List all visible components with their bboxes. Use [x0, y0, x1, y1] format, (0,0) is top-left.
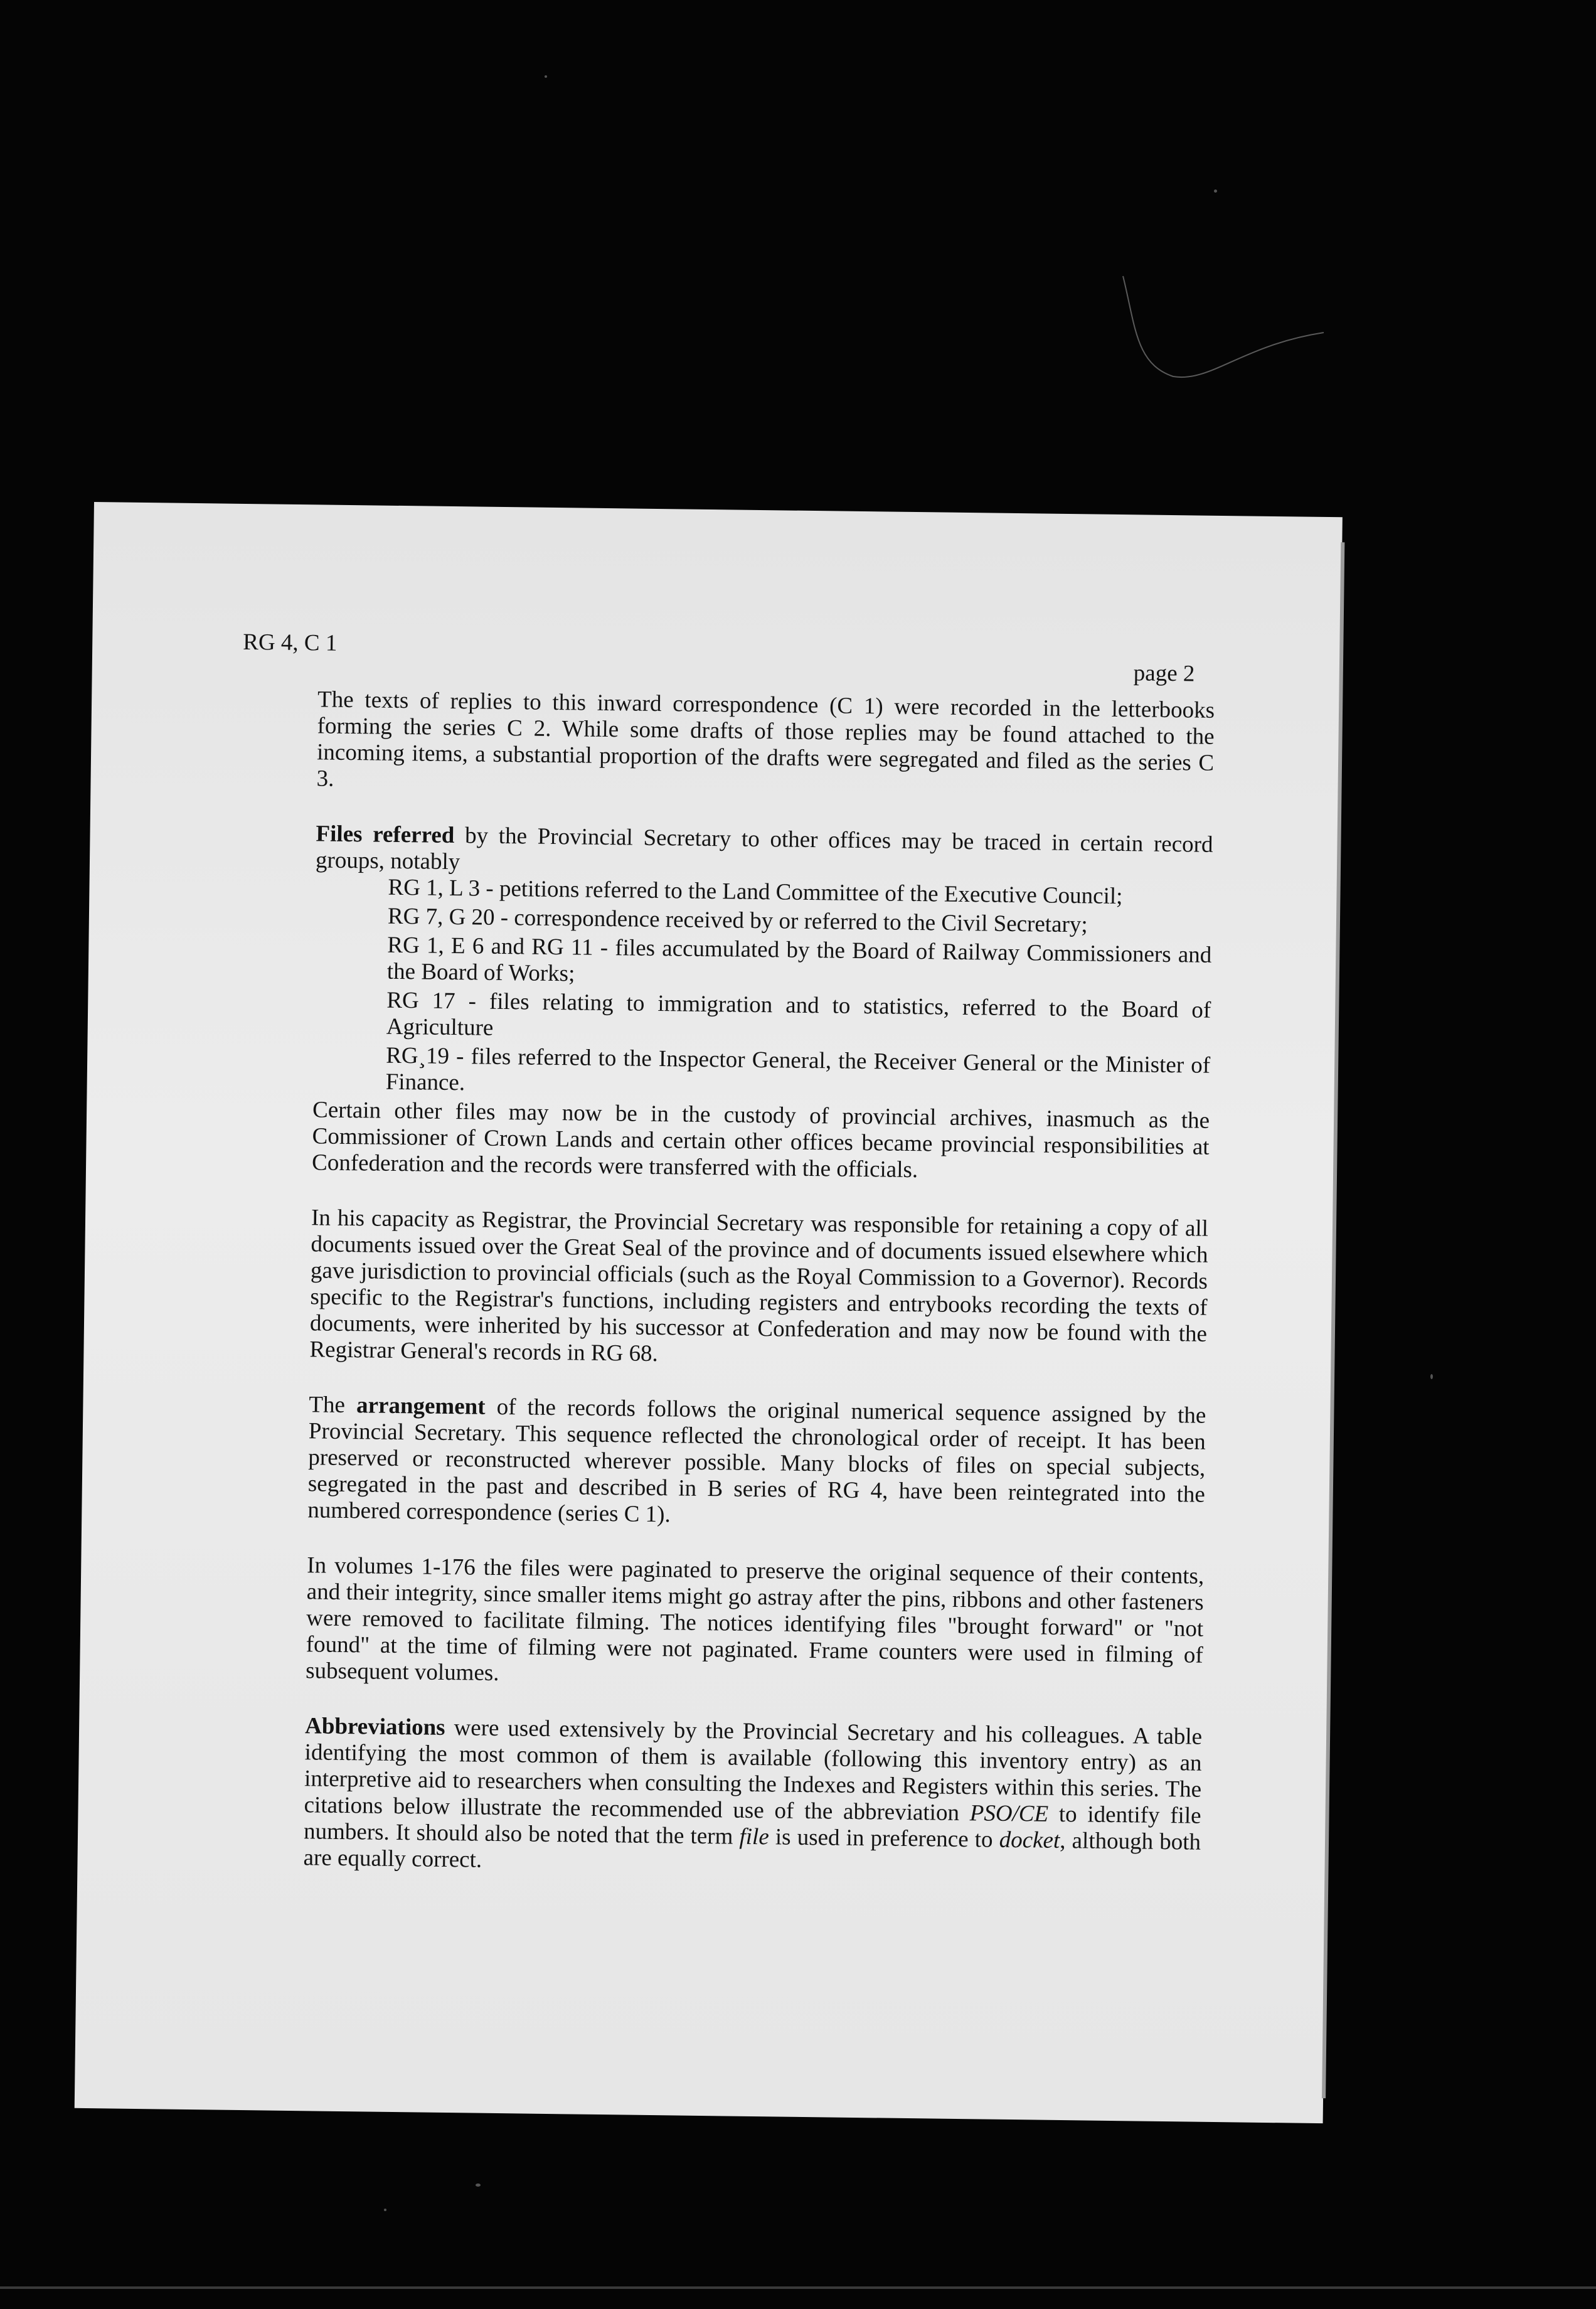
- paragraph-replies: The texts of replies to this inward correspondence (C 1) were recorded in the letterbooks forming the series C 2. While some drafts of those replies may be found attached to the incoming items, a substantial proportion of the drafts were segregated and filed as the series C 3.: [316, 686, 1215, 792]
- dust-speck: [476, 2184, 481, 2187]
- abbreviations-text-b: to identify file numbers. It should also be noted that the term: [303, 1801, 1201, 1850]
- abbreviations-text-d: , although both are equally correct.: [303, 1827, 1201, 1873]
- bold-term-abbreviations: Abbreviations: [304, 1713, 445, 1741]
- abbreviations-text-c: is used in preference to: [769, 1824, 999, 1853]
- document-page: [75, 502, 1343, 2123]
- arrangement-text: of the records follows the original numerical sequence assigned by the Provincial Secretary. This sequence reflected the chronological order of receipt. It has been preserved or reconstructed wherever possible. Many blocks of files on special subjects, segregated in the past and described in B series of RG 4, have been reintegrated into the numbered correspondence (series C 1).: [307, 1394, 1206, 1528]
- list-item: RG¸19 - files referred to the Inspector General, the Receiver General or the Minister of Finance.: [385, 1042, 1211, 1096]
- paragraph-abbreviations: [303, 1713, 1202, 1882]
- dust-speck: [1430, 1374, 1433, 1379]
- paragraph-arrangement: [307, 1392, 1206, 1534]
- record-group-list: [312, 873, 1212, 1105]
- italic-term-file: file: [739, 1823, 770, 1850]
- dust-speck: [545, 75, 547, 78]
- paragraph-pagination: In volumes 1-176 the files were paginated to preserve the original sequence of their contents, and their integrity, since smaller items might go astray after the pins, ribbons and other fasteners were removed to facilitate filming. The notices identifying files "brought forward" or "not found" at the time of filming were not paginated. Frame counters were used in filming of subsequent volumes.: [306, 1552, 1205, 1687]
- film-edge-line: [0, 2286, 1596, 2289]
- list-item: RG 17 - files relating to immigration and to statistics, referred to the Board of Agriculture: [386, 987, 1211, 1041]
- italic-term-pso-ce: PSO/CE: [969, 1800, 1049, 1827]
- paragraph-registrar: In his capacity as Registrar, the Provincial Secretary was responsible for retaining a copy of all documents issued over the Great Seal of the province and of documents issued elsewhere which gave jurisdiction to provincial officials (such as the Royal Commission to a Governor). Records specific to the Registrar's functions, including registers and entrybooks recording the texts of documents, were inherited by his successor at Confederation and may now be found with the Registrar General's records in RG 68.: [309, 1205, 1209, 1367]
- record-reference: RG 4, C 1: [243, 629, 338, 656]
- bold-term-files-referred: Files referred: [316, 821, 455, 849]
- arrangement-lead: The: [309, 1392, 357, 1419]
- files-referred-text: by the Provincial Secretary to other offices may be traced in certain record groups, notably: [315, 823, 1213, 875]
- list-item: RG 1, E 6 and RG 11 - files accumulated by the Board of Railway Commissioners and the Board of Works;: [386, 932, 1212, 987]
- italic-term-docket: docket: [999, 1826, 1060, 1853]
- abbreviations-text-a: were used extensively by the Provincial Secretary and his colleagues. A table identifying the most common of them is available (following this inventory entry) as an interpretive aid to researchers when consulting the Indexes and Registers within this series. The citations below illustrate the recommended use of the abbreviation: [304, 1714, 1203, 1826]
- list-item: RG 7, G 20 - correspondence received by or referred to the Civil Secretary;: [387, 903, 1088, 938]
- list-item: RG 1, L 3 - petitions referred to the Land Committee of the Executive Council;: [388, 874, 1123, 910]
- document-body: [303, 686, 1215, 1911]
- dust-speck: [384, 2209, 386, 2211]
- page-number: page 2: [1133, 660, 1195, 687]
- film-scratch: [1117, 270, 1343, 395]
- dust-speck: [1214, 189, 1217, 193]
- paragraph-provincial-archives: Certain other files may now be in the custody of provincial archives, inasmuch as the Commissioner of Crown Lands and certain other offices became provincial responsibilities at Confederation and the records were transferred with the officials.: [311, 1097, 1210, 1183]
- bold-term-arrangement: arrangement: [356, 1392, 486, 1420]
